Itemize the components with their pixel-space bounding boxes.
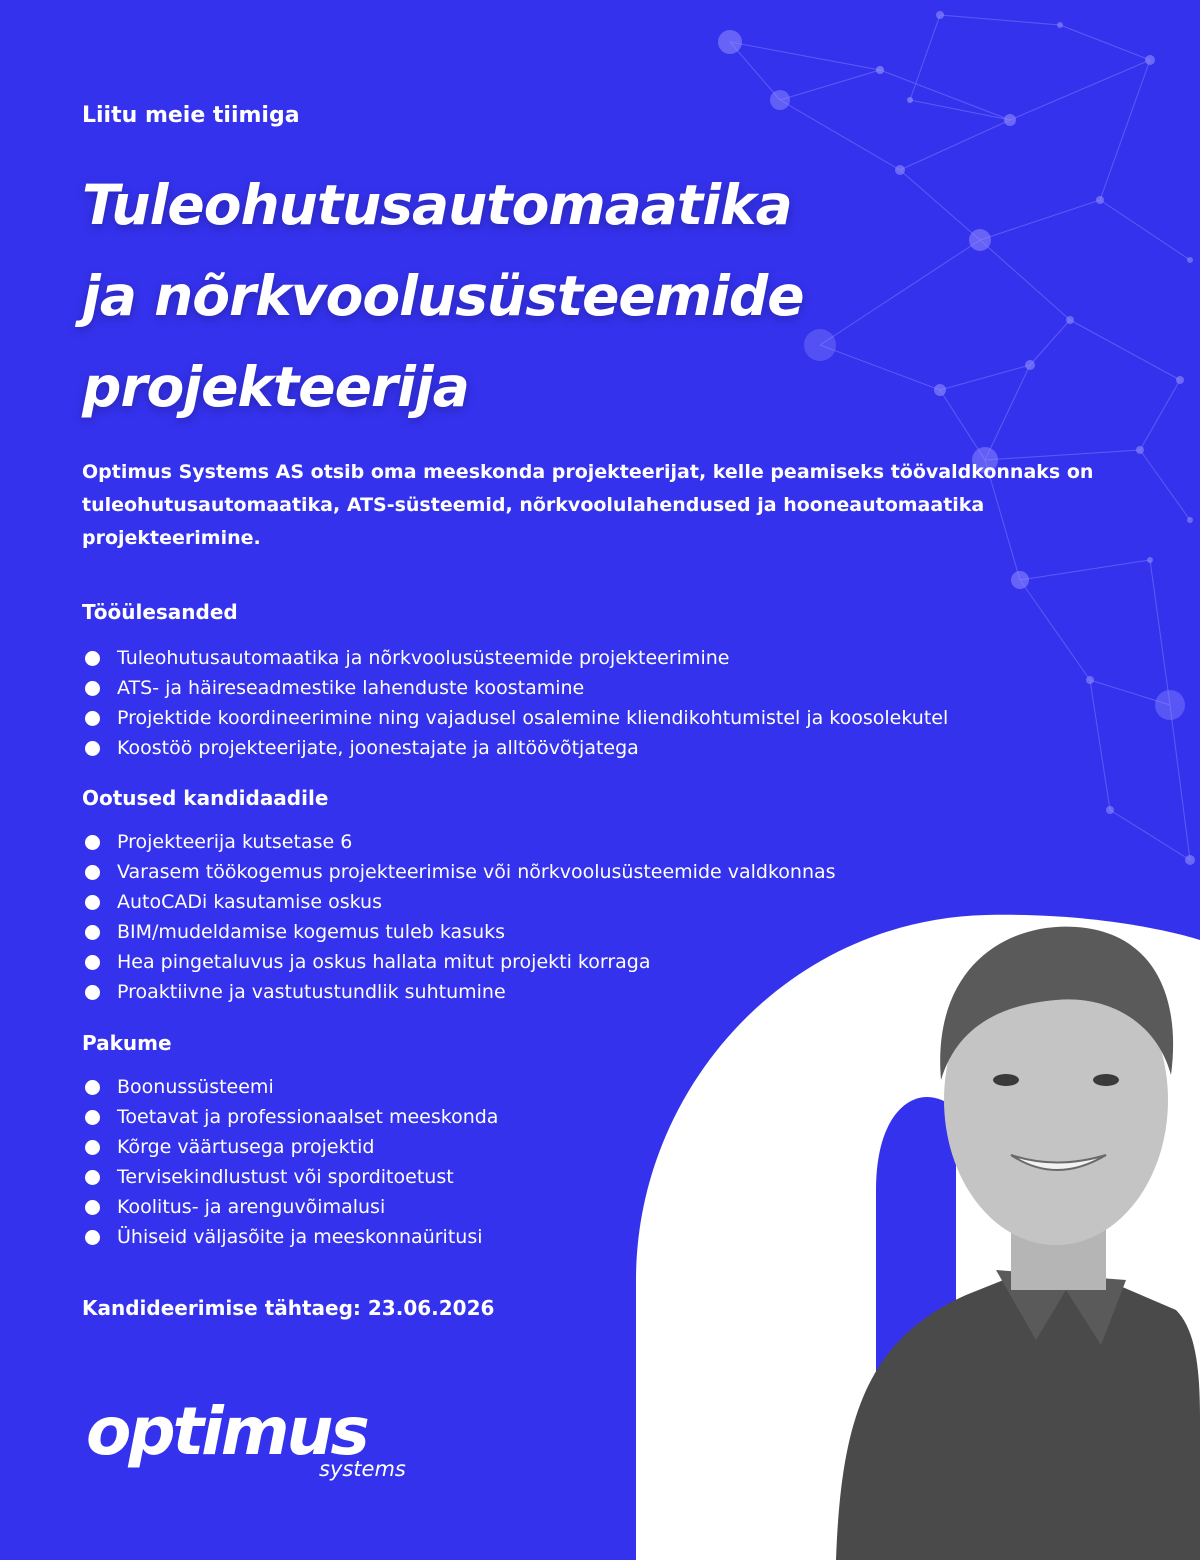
bullet-dot-icon	[85, 1110, 100, 1125]
list-item: Projektide koordineerimine ning vajadusel osalemine kliendikohtumistel ja koosolekutel	[82, 703, 948, 733]
list-item: Koostöö projekteerijate, joonestajate ja alltöövõtjatega	[82, 733, 948, 763]
intro-paragraph: Optimus Systems AS otsib oma meeskonda projekteerijat, kelle peamiseks töövaldkonnaks on tuleohutusautomaatika, ATS-süsteemid, nõrkvoolulahendused ja hooneautomaatika projekteerimine.	[82, 461, 1094, 549]
eye-left	[993, 1074, 1019, 1086]
title-line: ja nõrkvoolusüsteemide	[82, 264, 804, 328]
bullet-dot-icon	[85, 865, 100, 880]
logo-wordmark: optimus	[86, 1393, 367, 1470]
bullet-dot-icon	[85, 741, 100, 756]
bullet-dot-icon	[85, 985, 100, 1000]
tasks-list	[82, 643, 948, 763]
title-line: projekteerija	[82, 355, 469, 419]
bullet-dot-icon	[85, 955, 100, 970]
eyebrow-text: Liitu meie tiimiga	[82, 103, 300, 128]
title-line: Tuleohutusautomaatika	[82, 173, 792, 237]
list-item: Kõrge väärtusega projektid	[82, 1132, 498, 1162]
page-title	[82, 160, 804, 433]
list-item: Proaktiivne ja vastutustundlik suhtumine	[82, 977, 836, 1007]
company-logo	[82, 1395, 442, 1485]
bullet-dot-icon	[85, 1080, 100, 1095]
list-item: Ühiseid väljasõite ja meeskonnaüritusi	[82, 1222, 498, 1252]
bullet-dot-icon	[85, 1230, 100, 1245]
bullet-dot-icon	[85, 1140, 100, 1155]
list-item: Hea pingetaluvus ja oskus hallata mitut projekti korraga	[82, 947, 836, 977]
deadline-text: Kandideerimise tähtaeg: 23.06.2026	[82, 1296, 495, 1320]
logo-subtitle: systems	[319, 1457, 406, 1481]
bullet-dot-icon	[85, 681, 100, 696]
bullet-dot-icon	[85, 835, 100, 850]
list-item: Koolitus- ja arenguvõimalusi	[82, 1192, 498, 1222]
bullet-dot-icon	[85, 651, 100, 666]
list-item: BIM/mudeldamise kogemus tuleb kasuks	[82, 917, 836, 947]
list-item: Toetavat ja professionaalset meeskonda	[82, 1102, 498, 1132]
bullet-dot-icon	[85, 925, 100, 940]
bullet-dot-icon	[85, 711, 100, 726]
list-item: ATS- ja häireseadmestike lahenduste koostamine	[82, 673, 948, 703]
bullet-dot-icon	[85, 1200, 100, 1215]
list-item: Varasem töökogemus projekteerimise või nõrkvoolusüsteemide valdkonnas	[82, 857, 836, 887]
offer-list	[82, 1072, 498, 1252]
expectations-list	[82, 827, 836, 1007]
list-item: Projekteerija kutsetase 6	[82, 827, 836, 857]
eye-right	[1093, 1074, 1119, 1086]
bullet-dot-icon	[85, 1170, 100, 1185]
list-item: Boonussüsteemi	[82, 1072, 498, 1102]
list-item: Tervisekindlustust või sporditoetust	[82, 1162, 498, 1192]
section-title-expectations: Ootused kandidaadile	[82, 786, 329, 810]
list-item: Tuleohutusautomaatika ja nõrkvoolusüsteemide projekteerimine	[82, 643, 948, 673]
list-item: AutoCADi kasutamise oskus	[82, 887, 836, 917]
section-title-tasks: Tööülesanded	[82, 600, 238, 624]
bullet-dot-icon	[85, 895, 100, 910]
section-title-offer: Pakume	[82, 1031, 172, 1055]
